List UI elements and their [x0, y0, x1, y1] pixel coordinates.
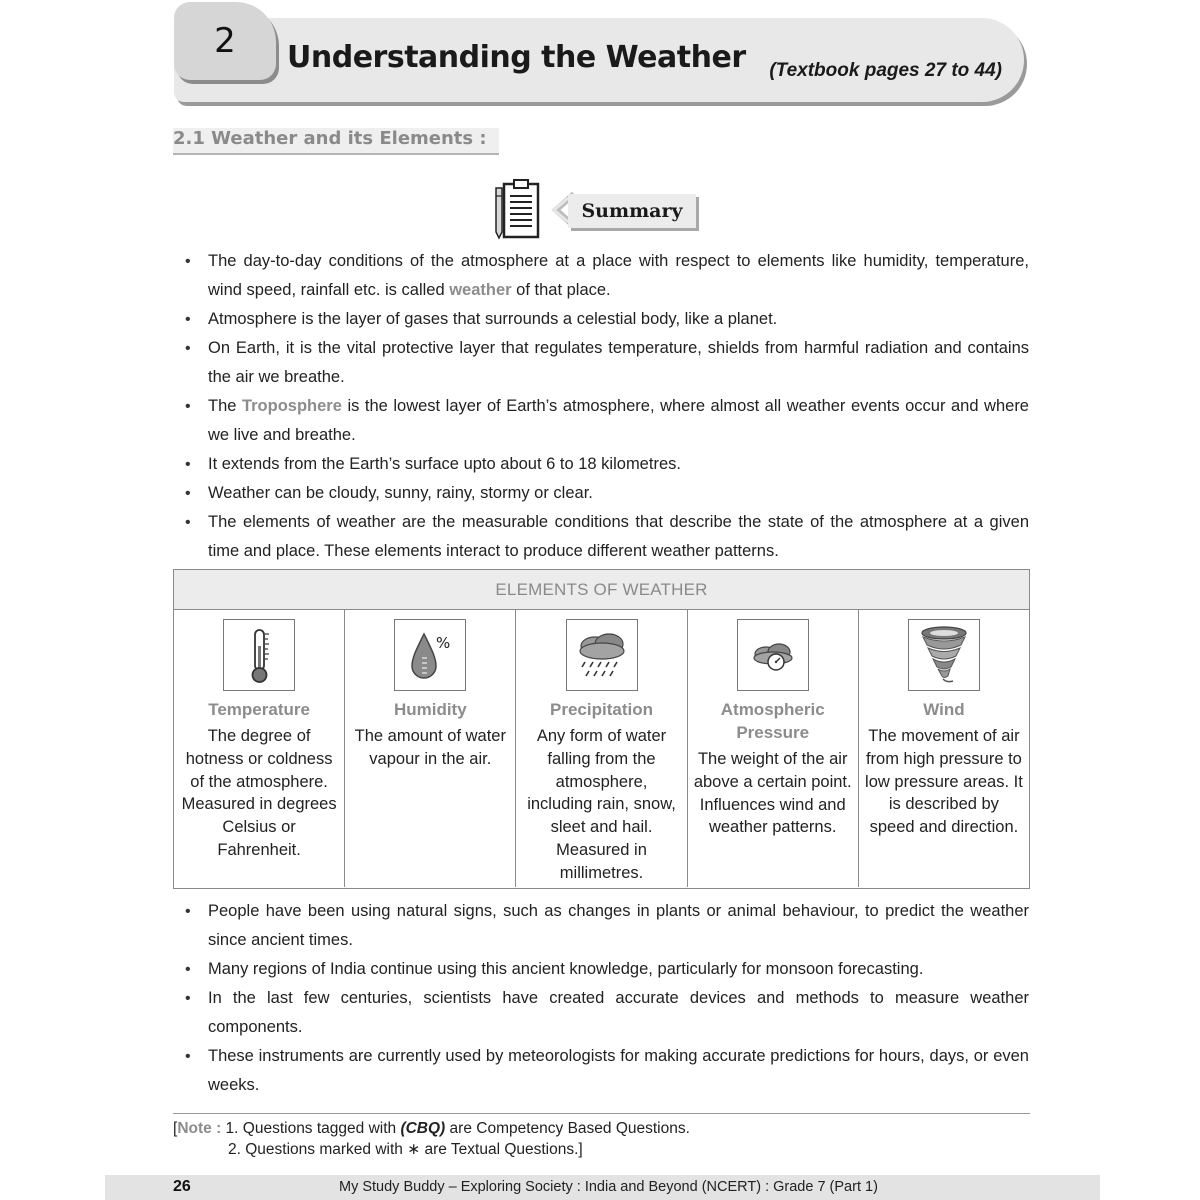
- note-line-2: 2. Questions marked with ∗ are Textual Questions.]: [228, 1141, 583, 1158]
- summary-bullets-bottom: [185, 897, 1029, 1100]
- list-item: • These instruments are currently used by meteorologists for making accurate predictions for hours, days, or even weeks.: [185, 1042, 1029, 1100]
- element-cell-atmospheric-pressure: [688, 610, 859, 887]
- chapter-title: Understanding the Weather: [287, 40, 746, 75]
- element-cell-precipitation: [516, 610, 687, 887]
- element-name: Humidity: [393, 700, 467, 719]
- chapter-number: 2: [174, 2, 276, 80]
- list-item: • It extends from the Earth’s surface upto about 6 to 18 kilometres.: [185, 450, 1029, 479]
- element-cell-temperature: [174, 610, 345, 887]
- list-item: • People have been using natural signs, such as changes in plants or animal behaviour, to predict the weather since ancient times.: [185, 897, 1029, 955]
- element-name: Wind: [923, 700, 965, 719]
- humidity-drop-icon: [394, 619, 466, 691]
- table-title: ELEMENTS OF WEATHER: [174, 570, 1029, 610]
- list-item: • Weather can be cloudy, sunny, rainy, stormy or clear.: [185, 479, 1029, 508]
- element-description: The weight of the air above a certain point. Influences wind and weather patterns.: [693, 750, 852, 837]
- note-line-1: [Note : 1. Questions tagged with (CBQ) are Competency Based Questions.: [173, 1120, 690, 1137]
- elements-of-weather-table: [173, 569, 1030, 889]
- page-number: 26: [173, 1178, 191, 1195]
- rain-cloud-icon: [566, 619, 638, 691]
- summary-bullets-top: [185, 247, 1029, 566]
- summary-badge: [492, 178, 712, 240]
- keyword-highlight: Troposphere: [241, 397, 342, 415]
- cbq-tag: (CBQ): [400, 1120, 446, 1137]
- list-item: • The day-to-day conditions of the atmosphere at a place with respect to elements like humidity, temperature, wind speed, rainfall etc. is called weather of that place.: [185, 247, 1029, 305]
- keyword-highlight: weather: [449, 281, 512, 299]
- note-divider: [173, 1113, 1030, 1114]
- page-footer: [105, 1175, 1100, 1200]
- note-label: Note :: [177, 1120, 222, 1137]
- svg-text:%: %: [436, 634, 451, 652]
- summary-label: Summary: [568, 194, 696, 228]
- list-item: • The Troposphere is the lowest layer of Earth’s atmosphere, where almost all weather events occur and where we live and breathe.: [185, 392, 1029, 450]
- element-description: The movement of air from high pressure to low pressure areas. It is described by speed and direction.: [865, 727, 1023, 837]
- thermometer-icon: [223, 619, 295, 691]
- list-item: • In the last few centuries, scientists have created accurate devices and methods to measure weather components.: [185, 984, 1029, 1042]
- tornado-icon: [908, 619, 980, 691]
- note: [173, 1118, 690, 1160]
- element-name: Precipitation: [550, 700, 653, 719]
- footer-book-title: My Study Buddy – Exploring Society : India and Beyond (NCERT) : Grade 7 (Part 1): [339, 1179, 878, 1195]
- element-name: Atmospheric Pressure: [720, 700, 825, 742]
- list-item: • Many regions of India continue using this ancient knowledge, particularly for monsoon forecasting.: [185, 955, 1029, 984]
- textbook-pages: (Textbook pages 27 to 44): [769, 60, 1002, 81]
- element-description: The amount of water vapour in the air.: [354, 727, 506, 768]
- pressure-gauge-cloud-icon: [737, 619, 809, 691]
- element-name: Temperature: [208, 700, 310, 719]
- element-description: The degree of hotness or coldness of the atmosphere. Measured in degrees Celsius or Fahrenheit.: [181, 727, 337, 859]
- list-item: • The elements of weather are the measurable conditions that describe the state of the atmosphere at a given time and place. These elements interact to produce different weather patterns.: [185, 508, 1029, 566]
- clipboard-pen-icon: [492, 178, 542, 240]
- list-item: • On Earth, it is the vital protective layer that regulates temperature, shields from harmful radiation and contains the air we breathe.: [185, 334, 1029, 392]
- element-cell-wind: [859, 610, 1029, 887]
- element-cell-humidity: [345, 610, 516, 887]
- element-description: Any form of water falling from the atmosphere, including rain, snow, sleet and hail. Measured in millimetres.: [527, 727, 676, 882]
- section-heading: 2.1 Weather and its Elements :: [173, 128, 499, 155]
- list-item: • Atmosphere is the layer of gases that surrounds a celestial body, like a planet.: [185, 305, 1029, 334]
